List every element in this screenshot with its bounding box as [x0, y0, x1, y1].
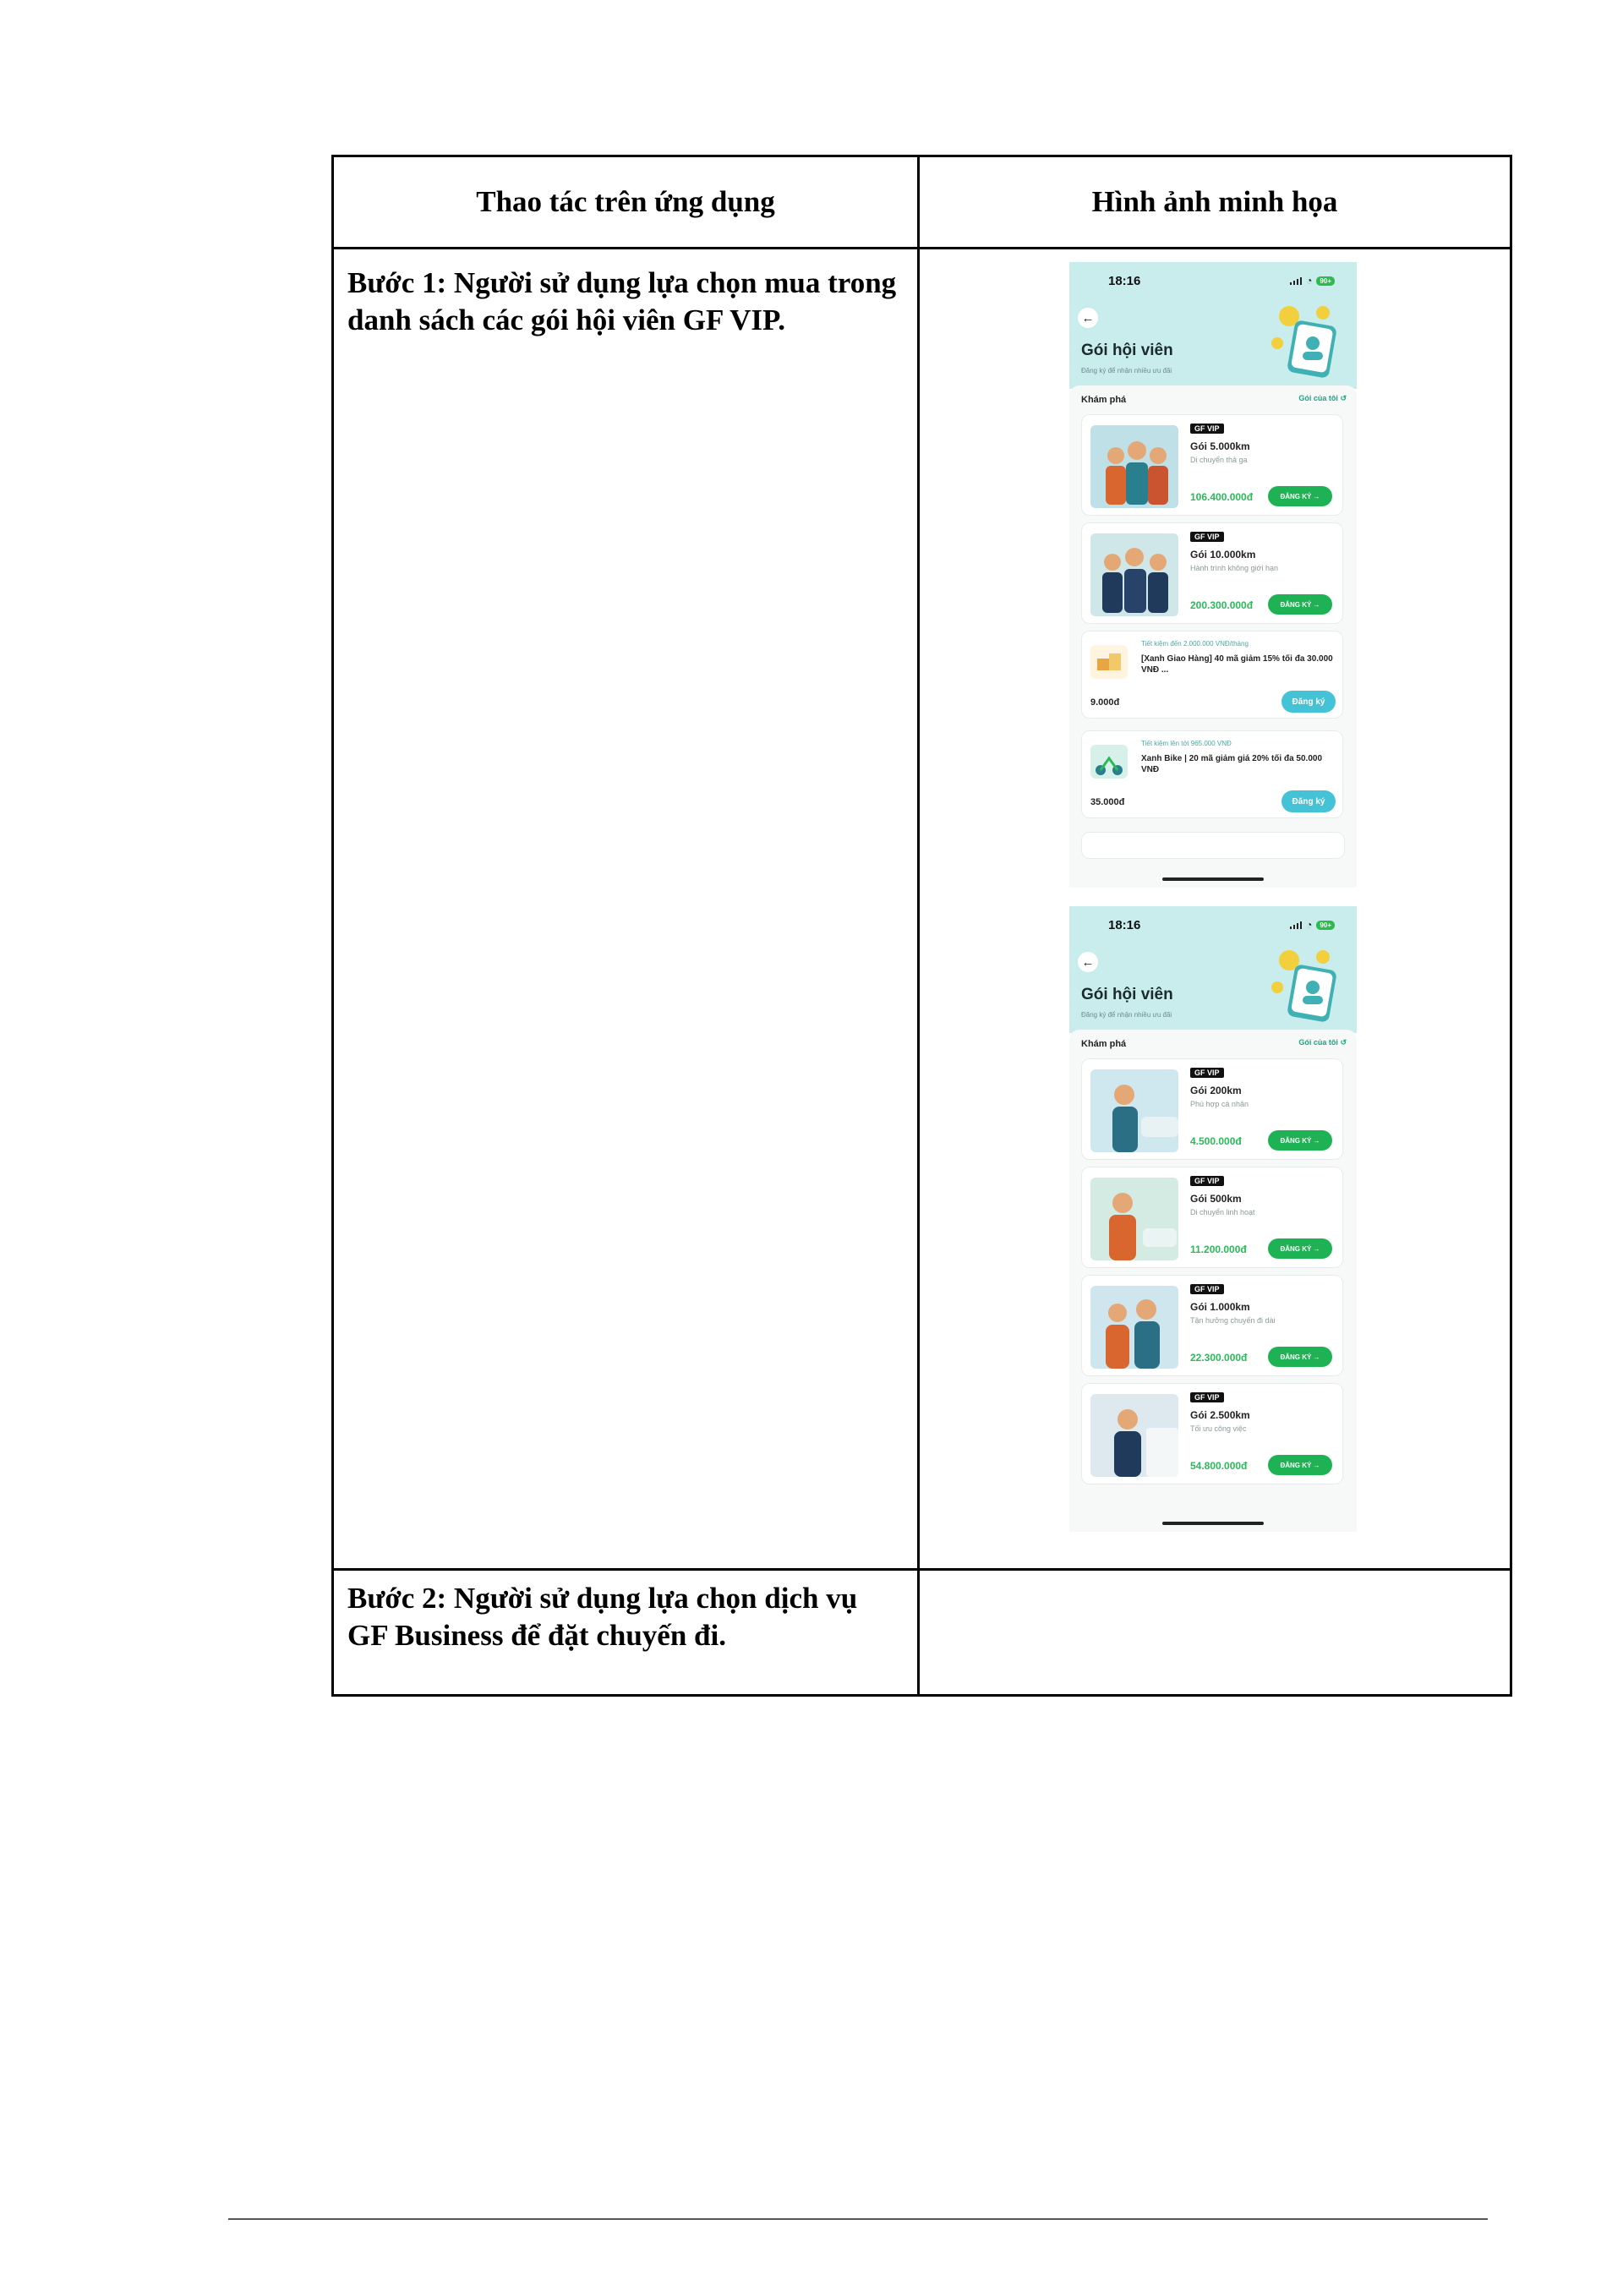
package-name: Gói 10.000km	[1190, 549, 1256, 560]
deal-savings: Tiết kiệm đến 2.000.000 VNĐ/tháng	[1141, 640, 1249, 648]
status-bar	[1290, 919, 1335, 931]
status-bar	[1290, 275, 1335, 287]
status-time: 18:16	[1108, 274, 1141, 288]
package-price: 54.800.000đ	[1190, 1460, 1248, 1472]
vip-badge: GF VIP	[1190, 1068, 1224, 1078]
vip-badge: GF VIP	[1190, 1176, 1224, 1186]
page-title: Gói hội viên	[1081, 986, 1173, 1003]
package-card[interactable]	[1081, 1058, 1343, 1160]
deal-illustration	[1090, 645, 1128, 679]
column-divider	[917, 157, 920, 1694]
member-card-icon	[1264, 299, 1340, 380]
battery-icon: 90+	[1316, 921, 1335, 930]
register-button[interactable]: ĐĂNG KÝ →	[1268, 1130, 1332, 1151]
package-illustration	[1090, 1178, 1178, 1260]
vip-badge: GF VIP	[1190, 1284, 1224, 1294]
app-body	[1069, 385, 1357, 888]
register-button[interactable]: ĐĂNG KÝ →	[1268, 486, 1332, 506]
app-header	[1069, 906, 1357, 1033]
package-desc: Hành trình không giới hạn	[1190, 564, 1278, 572]
package-desc: Phù hợp cá nhân	[1190, 1100, 1249, 1108]
package-desc: Di chuyển thả ga	[1190, 456, 1248, 464]
package-price: 106.400.000đ	[1190, 491, 1254, 503]
deal-register-button[interactable]: Đăng ký	[1281, 691, 1336, 713]
package-illustration	[1090, 1069, 1178, 1152]
deal-title: [Xanh Giao Hàng] 40 mã giảm 15% tối đa 30.000 VNĐ ...	[1141, 654, 1333, 675]
my-packages-link[interactable]	[1298, 394, 1347, 403]
register-button[interactable]: ĐĂNG KÝ →	[1268, 1347, 1332, 1367]
step-1-text: Bước 1: Người sử dụng lựa chọn mua trong danh sách các gói hội viên GF VIP.	[347, 266, 897, 336]
header-divider	[334, 247, 1510, 249]
package-price: 4.500.000đ	[1190, 1135, 1242, 1147]
battery-icon: 90+	[1316, 276, 1335, 286]
deal-price: 9.000đ	[1090, 697, 1120, 708]
package-price: 22.300.000đ	[1190, 1352, 1248, 1364]
register-button[interactable]: ĐĂNG KÝ →	[1268, 1238, 1332, 1259]
wifi-icon: ◔	[1306, 919, 1313, 931]
package-desc: Tối ưu công việc	[1190, 1424, 1247, 1433]
history-icon: ↺	[1340, 394, 1347, 402]
my-packages-label: Gói của tôi	[1298, 394, 1338, 402]
deal-title: Xanh Bike | 20 mã giảm giá 20% tối đa 50.000 VNĐ	[1141, 754, 1323, 774]
header-left: Thao tác trên ứng dụng	[476, 185, 775, 218]
signal-icon	[1290, 277, 1302, 285]
app-body	[1069, 1030, 1357, 1532]
app-header	[1069, 262, 1357, 389]
footer-rule	[228, 2218, 1488, 2220]
package-name: Gói 500km	[1190, 1193, 1242, 1205]
package-name: Gói 1.000km	[1190, 1301, 1250, 1313]
package-card[interactable]	[1081, 522, 1343, 624]
package-name: Gói 5.000km	[1190, 440, 1250, 452]
header-right: Hình ảnh minh họa	[1091, 185, 1338, 218]
home-indicator	[1162, 1522, 1264, 1525]
package-desc: Tận hưởng chuyến đi dài	[1190, 1316, 1276, 1325]
package-card[interactable]	[1081, 1275, 1343, 1376]
deal-price: 35.000đ	[1090, 797, 1125, 807]
deal-register-button[interactable]: Đăng ký	[1281, 790, 1336, 812]
package-illustration	[1090, 1394, 1178, 1477]
register-button[interactable]: ĐĂNG KÝ →	[1268, 594, 1332, 615]
history-icon: ↺	[1340, 1038, 1347, 1047]
package-price: 200.300.000đ	[1190, 599, 1254, 611]
wifi-icon: ◔	[1306, 275, 1313, 287]
package-card[interactable]	[1081, 1383, 1343, 1484]
member-card-icon	[1264, 943, 1340, 1025]
my-packages-label: Gói của tôi	[1298, 1038, 1338, 1047]
back-arrow-icon[interactable]: ←	[1078, 952, 1098, 972]
package-name: Gói 200km	[1190, 1085, 1242, 1096]
deal-card[interactable]	[1081, 730, 1343, 818]
row-divider	[334, 1568, 1510, 1571]
deal-savings: Tiết kiệm lên tới 965.000 VNĐ	[1141, 740, 1232, 747]
package-card[interactable]	[1081, 414, 1343, 516]
register-button[interactable]: ĐĂNG KÝ →	[1268, 1455, 1332, 1475]
vip-badge: GF VIP	[1190, 1392, 1224, 1402]
my-packages-link[interactable]	[1298, 1038, 1347, 1047]
page-title: Gói hội viên	[1081, 342, 1173, 359]
vip-badge: GF VIP	[1190, 424, 1224, 434]
package-desc: Di chuyển linh hoạt	[1190, 1208, 1255, 1216]
package-name: Gói 2.500km	[1190, 1409, 1250, 1421]
deal-illustration	[1090, 745, 1128, 779]
package-illustration	[1090, 1286, 1178, 1369]
package-illustration	[1090, 533, 1178, 616]
deal-card[interactable]	[1081, 631, 1343, 719]
next-card-peek	[1081, 832, 1345, 859]
page-subtitle: Đăng ký để nhận nhiều ưu đãi	[1081, 1011, 1172, 1019]
step-2-text: Bước 2: Người sử dụng lựa chọn dịch vụ GF Business để đặt chuyến đi.	[347, 1582, 858, 1652]
package-card[interactable]	[1081, 1167, 1343, 1268]
explore-tab[interactable]: Khám phá	[1081, 395, 1127, 405]
phone-screenshot-2	[1069, 906, 1357, 1532]
vip-badge: GF VIP	[1190, 532, 1224, 542]
package-price: 11.200.000đ	[1190, 1244, 1247, 1255]
home-indicator	[1162, 877, 1264, 881]
status-time: 18:16	[1108, 918, 1141, 932]
signal-icon	[1290, 921, 1302, 929]
explore-tab[interactable]: Khám phá	[1081, 1039, 1127, 1049]
phone-screenshot-1	[1069, 262, 1357, 888]
page-subtitle: Đăng ký để nhận nhiều ưu đãi	[1081, 367, 1172, 374]
package-illustration	[1090, 425, 1178, 508]
back-arrow-icon[interactable]: ←	[1078, 308, 1098, 328]
